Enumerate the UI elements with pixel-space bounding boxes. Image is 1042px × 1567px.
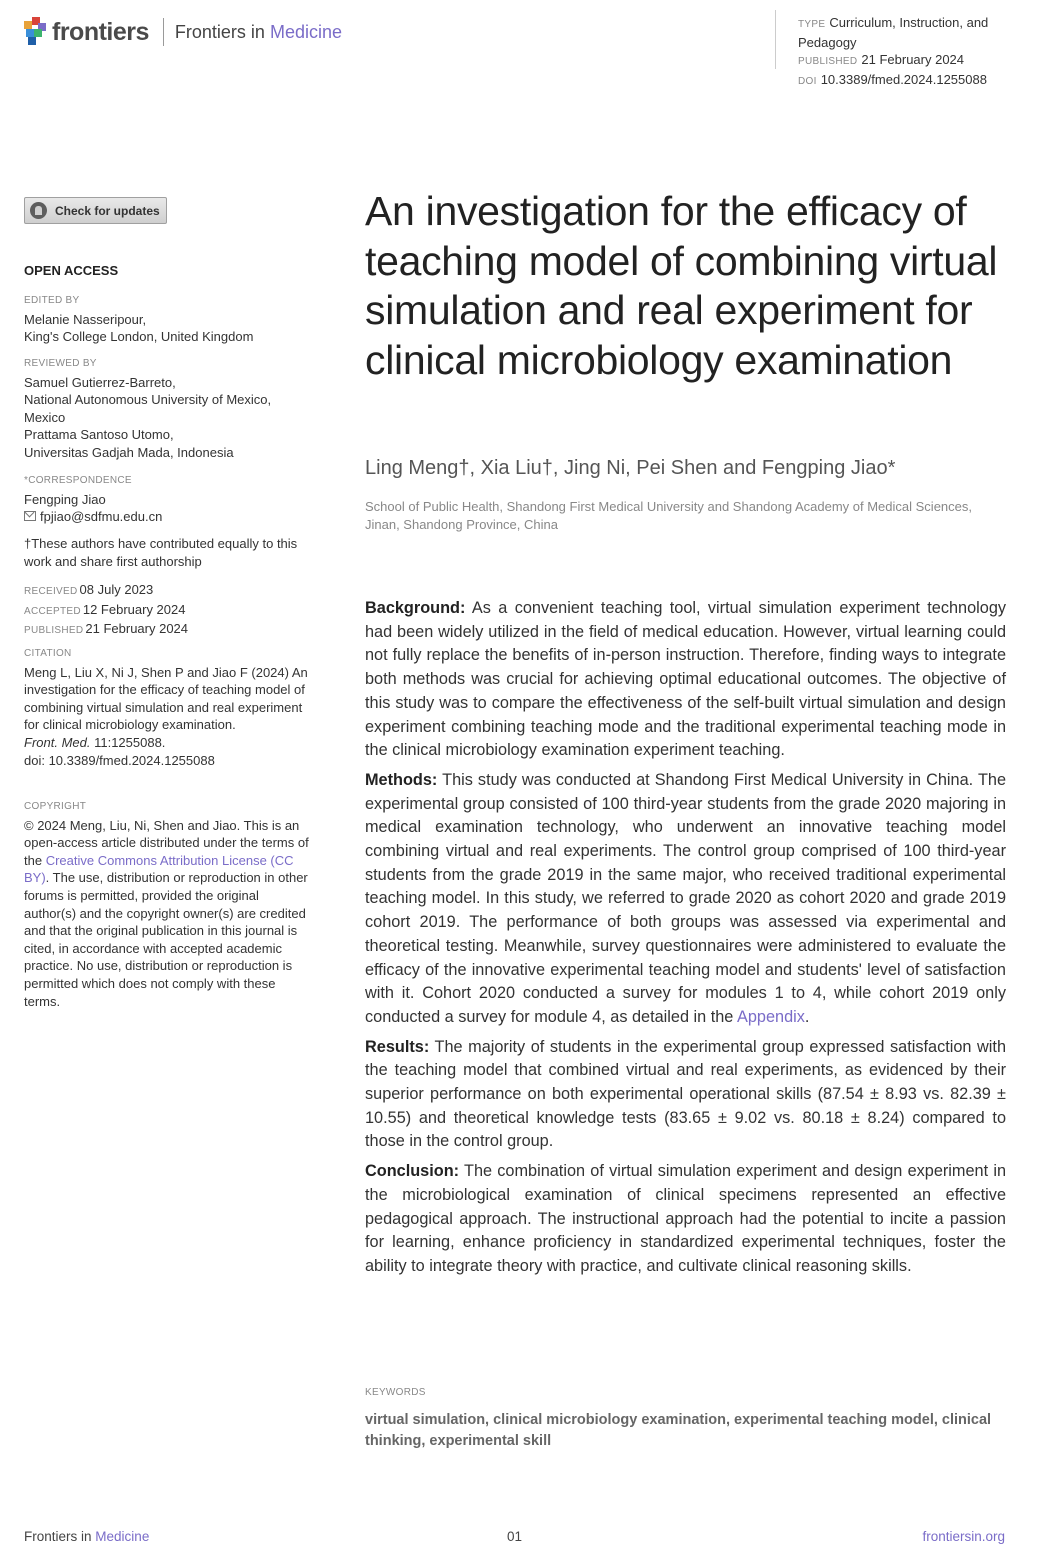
reviewer-name: Samuel Gutierrez-Barreto,	[24, 374, 176, 390]
citation-journal: Front. Med.	[24, 734, 91, 750]
citation-label: CITATION	[24, 648, 72, 659]
type-label: TYPE	[798, 19, 826, 30]
frontiers-logo[interactable]	[24, 16, 342, 48]
published-value: 21 February 2024	[861, 52, 965, 68]
background-text: As a convenient teaching tool, virtual simulation experiment technology had been widely utilized in the field of medical education. However, virtual learning could not fully replace the benefits of in-person instruction. Therefore, finding ways to integrate both methods was crucial for achieving optimal educational outcomes. The objective of this study was to compare the effectiveness of the self-built virtual simulation and design experiment combining teaching mode and the traditional experimental teaching mode in the clinical microbiology examination experiment teaching.	[365, 599, 1007, 760]
background-heading: Background:	[365, 599, 466, 617]
reviewer-affiliation: National Autonomous University of Mexico, Mexico	[24, 392, 272, 425]
accepted-label: ACCEPTED	[24, 605, 81, 617]
reviewer-name: Prattama Santoso Utomo,	[24, 427, 174, 443]
copyright-pre: © 2024 Meng, Liu, Ni, Shen and Jiao. This is an open-access article distributed under the terms of the	[24, 817, 309, 868]
correspondent-email[interactable]: fpjiao@sdfmu.edu.cn	[40, 509, 163, 525]
received-value: 08 July 2023	[79, 582, 154, 597]
appendix-link[interactable]: Appendix	[737, 1007, 805, 1026]
doi-label: DOI	[798, 75, 817, 87]
published-label: PUBLISHED	[24, 625, 84, 637]
logo-divider	[163, 18, 164, 46]
keywords-label: KEYWORDS	[365, 1387, 426, 1398]
abstract-results	[365, 1036, 1006, 1155]
results-text: The majority of students in the experimental group expressed satisfaction with the teaching model that combined virtual and real experiments, as evidenced by their superior performance on both experimental operational skills (87.54 ± 8.93 vs. 82.39 ± 10.55) and theoretical knowledge tests (83.65 ± 9.02 vs. 80.18 ± 8.24) compared to those in the control group.	[365, 1037, 1006, 1151]
doi-value[interactable]: 10.3389/fmed.2024.1255088	[820, 71, 987, 87]
citation-doi[interactable]: doi: 10.3389/fmed.2024.1255088	[24, 752, 215, 768]
conclusion-text: The combination of virtual simulation experiment and design experiment in the microbiological examination of clinical specimens represented an effective pedagogical approach. The instructional approach had the potential to incite a passion for learning, enhance proficiency in standardized experimental techniques, foster the ability to integrate theory with practice, and cultivate clinical reasoning skills.	[365, 1162, 1006, 1275]
footer-journal[interactable]	[24, 1529, 149, 1544]
edited-by-label: EDITED BY	[24, 295, 80, 306]
received-label: RECEIVED	[24, 586, 78, 597]
editor-name: Melanie Nasseripour,	[24, 311, 147, 327]
footer-site-link[interactable]: frontiersin.org	[922, 1529, 1005, 1544]
accepted-value: 12 February 2024	[82, 601, 186, 617]
meta-doi	[798, 71, 1023, 91]
open-access-label: OPEN ACCESS	[24, 263, 119, 278]
journal-prefix: Frontiers in	[174, 21, 265, 42]
keywords: virtual simulation, clinical microbiology examination, experimental teaching model, clinical thinking, experimental skill	[365, 1412, 992, 1449]
correspondent-name: Fengping Jiao	[24, 491, 106, 507]
meta-type	[798, 14, 1023, 51]
copyright-text	[24, 817, 314, 1011]
journal-name[interactable]	[175, 22, 342, 43]
correspondent-email-row[interactable]	[24, 508, 314, 526]
meta-published	[798, 51, 1023, 71]
published-label: PUBLISHED	[798, 56, 858, 68]
check-updates-label: Check for updates	[55, 203, 160, 218]
author-affiliation: School of Public Health, Shandong First Medical University and Shandong Academy of Medical Sciences, Jinan, Shandong Province, China	[365, 499, 972, 532]
contribution-note: †These authors have contributed equally to this work and share first authorship	[24, 536, 298, 569]
email-icon	[24, 511, 36, 521]
author-list: Ling Meng†, Xia Liu†, Jing Ni, Pei Shen and Fengping Jiao*	[365, 457, 896, 479]
editor-affiliation: King's College London, United Kingdom	[24, 329, 254, 345]
citation-volume: 11:1255088.	[94, 734, 166, 750]
article-title: An investigation for the efficacy of teaching model of combining virtual simulation and real experiment for clinical microbiology examination	[365, 188, 998, 383]
edited-by-section	[24, 292, 314, 346]
methods-heading: Methods:	[365, 770, 438, 789]
copyright-label: COPYRIGHT	[24, 801, 87, 812]
correspondence-label: *CORRESPONDENCE	[24, 475, 132, 486]
footer-journal-prefix: Frontiers in	[24, 1529, 92, 1544]
meta-divider	[775, 10, 776, 69]
methods-end: .	[804, 1007, 810, 1026]
brand-name: frontiers	[52, 17, 149, 46]
abstract-background	[365, 597, 1006, 763]
copyright-post: . The use, distribution or reproduction in other forums is permitted, provided the original author(s) and the copyright owner(s) are credited and that the original publication in this journal is cited, in accordance with accepted academic practice. No use, distribution or reproduction is permitted which does not comply with these terms.	[24, 870, 308, 1009]
citation-text: Meng L, Liu X, Ni J, Shen P and Jiao F (2024) An investigation for the efficacy of teaching model of combining virtual simulation and real experiment for clinical microbiology examination.	[24, 664, 308, 733]
citation-section	[24, 645, 314, 769]
update-icon	[30, 202, 47, 219]
frontiers-logo-icon	[24, 17, 46, 47]
copyright-section	[24, 798, 314, 1010]
conclusion-heading: Conclusion:	[365, 1162, 460, 1181]
journal-accent: Medicine	[269, 21, 342, 42]
abstract	[365, 597, 1006, 1285]
results-heading: Results:	[365, 1037, 430, 1056]
abstract-methods	[365, 769, 1006, 1030]
type-value: Curriculum, Instruction, and Pedagogy	[798, 15, 989, 50]
reviewed-by-label: REVIEWED BY	[24, 358, 97, 369]
dates-section	[24, 581, 314, 640]
page-number: 01	[507, 1529, 523, 1544]
published-value: 21 February 2024	[85, 621, 189, 637]
reviewed-by-section	[24, 355, 314, 462]
reviewer-affiliation: Universitas Gadjah Mada, Indonesia	[24, 444, 234, 460]
article-meta	[798, 14, 1023, 90]
correspondence-section	[24, 472, 314, 526]
footer-journal-accent: Medicine	[95, 1529, 150, 1544]
abstract-conclusion	[365, 1160, 1006, 1279]
methods-text: This study was conducted at Shandong First Medical University in China. The experimental group consisted of 100 third-year students from the grade 2020 majoring in medical examination technology, who underwent an innovative teaching model combining virtual and real experiments. The control group comprised of 100 third-year students from the grade 2019 in the same major, who received traditional experimental teaching model. In this study, we referred to grade 2020 as cohort 2020 and grade 2019 cohort 2019. The performance of both groups was assessed via experimental and theoretical testing. Meanwhile, survey questionnaires were administered to evaluate the efficacy of the innovative experimental teaching model and students' level of satisfaction with it. Cohort 2020 conducted a survey for modules 1 to 4, while cohort 2019 only conducted a survey for module 4, as detailed in the	[365, 770, 1006, 1026]
check-for-updates-button[interactable]	[24, 197, 167, 224]
license-link[interactable]: Creative Commons Attribution License (CC BY)	[24, 852, 294, 886]
